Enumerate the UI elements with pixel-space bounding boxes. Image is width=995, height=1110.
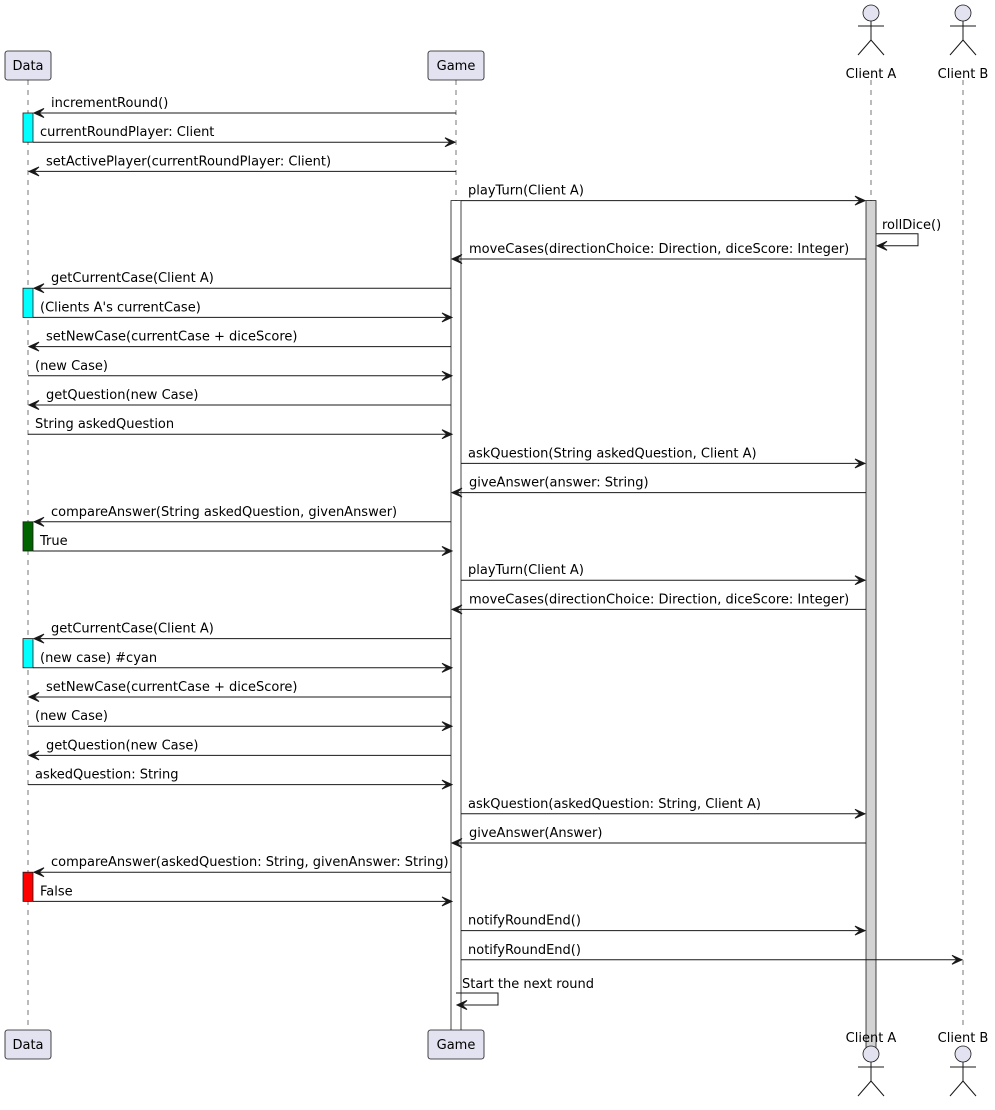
- message-13: [461, 446, 865, 468]
- actor-leg-left: [950, 40, 963, 55]
- activation-bar-data-3: [23, 288, 33, 317]
- participant-label: Data: [12, 1038, 44, 1053]
- activation-bar-data-6: [23, 872, 33, 901]
- message-label: (new case) #cyan: [40, 650, 158, 666]
- message-label: (Clients A's currentCase): [40, 300, 201, 316]
- message-label: compareAnswer(String askedQuestion, givenAnswer): [51, 504, 398, 520]
- message-23: [29, 738, 451, 760]
- message-label: askedQuestion: String: [35, 767, 179, 783]
- message-18: [452, 592, 866, 614]
- participant-clientA-top: [846, 5, 897, 82]
- participant-game-top: [428, 51, 484, 80]
- actor-leg-right: [963, 40, 976, 55]
- participant-label: Client A: [845, 67, 897, 82]
- message-label: notifyRoundEnd(): [468, 942, 581, 958]
- actor-head: [863, 1046, 879, 1062]
- message-7: [34, 271, 451, 293]
- message-8: [33, 300, 452, 322]
- messages: [28, 96, 962, 1010]
- message-label: setNewCase(currentCase + diceScore): [46, 680, 298, 695]
- participant-game-bottom: [428, 1030, 484, 1059]
- message-16: [33, 534, 452, 556]
- participant-data-top: [5, 51, 51, 80]
- actor-top: [858, 5, 884, 55]
- message-21: [29, 680, 451, 702]
- actor-bottom: [950, 1046, 976, 1096]
- message-31: [456, 977, 594, 1010]
- message-label: askQuestion(askedQuestion: String, Client A): [468, 796, 761, 812]
- activation-bar-clientA-2: [866, 201, 876, 1048]
- message-label: giveAnswer(answer: String): [469, 475, 649, 491]
- message-29: [461, 914, 865, 936]
- message-28: [33, 884, 452, 906]
- lifelines: [28, 80, 963, 1030]
- actor-head: [955, 5, 971, 21]
- message-label: setNewCase(currentCase + diceScore): [46, 329, 298, 345]
- message-label: moveCases(directionChoice: Direction, diceScore: Integer): [469, 592, 850, 608]
- actor-leg-right: [871, 1081, 884, 1096]
- message-10: [28, 359, 452, 381]
- message-label: currentRoundPlayer: Client: [40, 125, 215, 141]
- participant-clientB-top: [938, 5, 989, 82]
- message-label: True: [40, 534, 68, 549]
- message-label: rollDice(): [882, 217, 942, 233]
- actor-bottom: [858, 1046, 884, 1096]
- actor-leg-left: [950, 1081, 963, 1096]
- actor-leg-left: [858, 1081, 871, 1096]
- message-label: setActivePlayer(currentRoundPlayer: Client): [46, 154, 332, 170]
- actor-leg-left: [858, 40, 871, 55]
- message-2: [33, 125, 455, 147]
- message-20: [33, 651, 452, 673]
- participant-label: Game: [436, 59, 476, 74]
- message-label: notifyRoundEnd(): [468, 913, 581, 929]
- message-9: [29, 330, 451, 352]
- activation-bar-data-5: [23, 639, 33, 668]
- message-6: [452, 242, 866, 264]
- message-label: getQuestion(new Case): [46, 388, 199, 403]
- participant-label: Data: [12, 59, 44, 74]
- activation-bar-data-0: [23, 113, 33, 142]
- participant-clientB-bottom: [938, 1031, 989, 1096]
- message-label: Start the next round: [462, 977, 595, 992]
- message-label: incrementRound(): [51, 96, 169, 111]
- message-17: [461, 563, 865, 585]
- participant-label: Client A: [845, 1031, 897, 1046]
- actor-head: [955, 1046, 971, 1062]
- message-label: String askedQuestion: [35, 417, 175, 433]
- message-11: [29, 388, 451, 410]
- message-label: playTurn(Client A): [468, 183, 584, 199]
- message-26: [452, 826, 866, 848]
- message-label: getQuestion(new Case): [46, 738, 199, 754]
- activation-bar-data-4: [23, 522, 33, 551]
- message-3: [29, 154, 456, 176]
- participant-label: Game: [436, 1038, 476, 1053]
- message-30: [461, 943, 962, 965]
- message-1: [34, 96, 456, 118]
- message-label: giveAnswer(Answer): [469, 826, 603, 841]
- participant-label: Client B: [937, 1031, 989, 1046]
- actor-head: [863, 5, 879, 21]
- actor-leg-right: [963, 1081, 976, 1096]
- message-label: compareAnswer(askedQuestion: String, givenAnswer: String): [51, 855, 449, 871]
- actor-top: [950, 5, 976, 55]
- message-label: False: [40, 884, 73, 900]
- message-19: [34, 622, 451, 644]
- message-4: [461, 184, 865, 206]
- message-24: [28, 768, 452, 790]
- message-12: [28, 417, 452, 439]
- participant-label: Client B: [937, 67, 989, 82]
- activation-bar-game-1: [451, 201, 461, 1048]
- message-label: getCurrentCase(Client A): [51, 271, 214, 287]
- message-15: [34, 505, 451, 527]
- message-label: (new Case): [35, 709, 108, 725]
- message-14: [452, 476, 866, 498]
- message-label: (new Case): [35, 358, 108, 374]
- message-27: [34, 855, 451, 877]
- message-5: [876, 218, 941, 251]
- message-label: moveCases(directionChoice: Direction, diceScore: Integer): [469, 242, 850, 257]
- message-label: getCurrentCase(Client A): [51, 621, 214, 637]
- message-label: playTurn(Client A): [468, 563, 584, 579]
- message-22: [28, 709, 452, 731]
- message-label: askQuestion(String askedQuestion, Client A): [468, 446, 757, 462]
- participant-clientA-bottom: [846, 1031, 897, 1096]
- message-25: [461, 797, 865, 819]
- actor-leg-right: [871, 40, 884, 55]
- participant-data-bottom: [5, 1030, 51, 1059]
